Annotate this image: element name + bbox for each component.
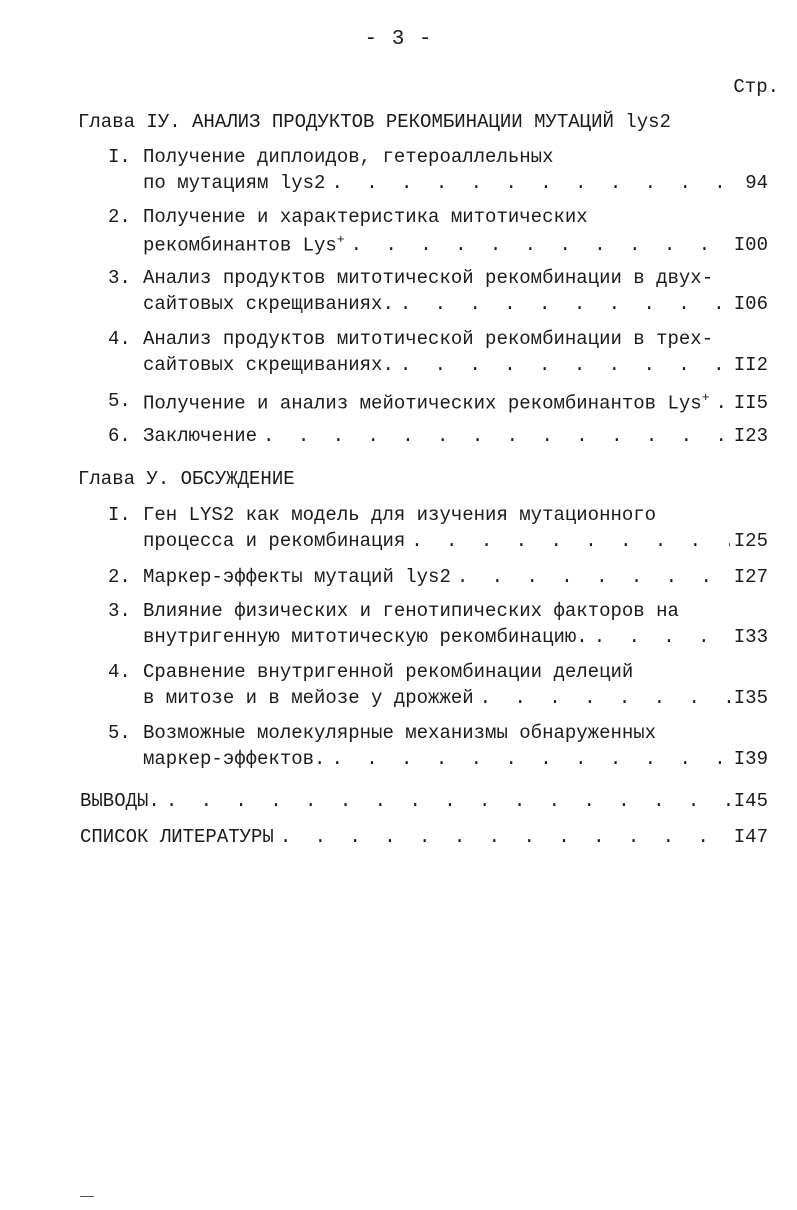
- toc-item-number: 2.: [108, 566, 131, 588]
- toc-item-leader-line: [143, 687, 768, 709]
- toc-page-number: II2: [733, 354, 768, 376]
- toc-item-number: 3.: [108, 600, 131, 622]
- toc-item-text: Получение и характеристика митотических: [143, 206, 588, 228]
- toc-item-number: I.: [108, 504, 131, 526]
- toc-page-number: 94: [745, 172, 768, 194]
- toc-item-text: Получение диплоидов, гетероаллельных: [143, 146, 554, 168]
- scan-mark: [80, 1196, 94, 1197]
- dot-leader: [716, 392, 730, 414]
- toc-item-text: Анализ продуктов митотической рекомбинации в трех-: [143, 328, 714, 350]
- dot-leader: [457, 566, 730, 588]
- toc-item-text: Анализ продуктов митотической рекомбинации в двух-: [143, 267, 714, 289]
- toc-page-number: I39: [733, 748, 768, 770]
- toc-page-number: I23: [733, 425, 768, 447]
- toc-item-leader-line: [143, 232, 768, 256]
- toc-page-number: I06: [733, 293, 768, 315]
- toc-item-text: рекомбинантов Lys: [143, 234, 337, 257]
- toc-item-leader-line: [143, 425, 768, 447]
- toc-item-text: процесса и рекомбинация: [143, 530, 406, 552]
- toc-item-number: 2.: [108, 206, 131, 228]
- toc-page-number: I27: [733, 566, 768, 588]
- toc-page-number: I45: [733, 790, 768, 812]
- page-column-header: Стр.: [733, 76, 779, 98]
- dot-leader: [480, 687, 730, 709]
- toc-item-text: в митозе и в мейозе у дрожжей: [143, 687, 474, 709]
- toc-item-leader-line: [143, 390, 768, 414]
- dot-leader: [400, 293, 730, 315]
- chapter-title: Глава У. ОБСУЖДЕНИЕ: [78, 468, 295, 490]
- superscript-plus: +: [701, 390, 710, 405]
- toc-item-text: СПИСОК ЛИТЕРАТУРЫ: [80, 826, 274, 848]
- dot-leader: [594, 626, 730, 648]
- toc-item-text: Получение и анализ мейотических рекомбинантов Lys: [143, 392, 702, 415]
- toc-item-text: сайтовых скрещиваниях.: [143, 354, 394, 376]
- toc-item-text: Влияние физических и генотипических факторов на: [143, 600, 679, 622]
- toc-item-text: Возможные молекулярные механизмы обнаруженных: [143, 722, 657, 744]
- toc-page-number: I35: [733, 687, 768, 709]
- dot-leader: [166, 790, 730, 812]
- dot-leader: [331, 172, 741, 194]
- toc-item-number: 6.: [108, 425, 131, 447]
- dot-leader: [263, 425, 730, 447]
- toc-page-number: I25: [733, 530, 768, 552]
- toc-item-text: Ген LYS2 как модель для изучения мутационного: [143, 504, 657, 526]
- toc-item-text: ВЫВОДЫ.: [80, 790, 160, 812]
- toc-item-text: по мутациям lys2: [143, 172, 326, 194]
- dot-leader: [400, 354, 730, 376]
- toc-item-leader-line: [143, 530, 768, 552]
- dot-leader: [331, 748, 729, 770]
- superscript-plus: +: [336, 232, 345, 247]
- toc-item-leader-line: [143, 748, 768, 770]
- toc-item-leader-line: [143, 566, 768, 588]
- toc-back-matter-line: [80, 826, 768, 848]
- toc-item-text: Маркер-эффекты мутаций lys2: [143, 566, 451, 588]
- toc-page-number: II5: [733, 392, 768, 415]
- toc-item-number: 5.: [108, 390, 131, 412]
- toc-back-matter-line: [80, 790, 768, 812]
- toc-page-number: I33: [733, 626, 768, 648]
- toc-item-leader-line: [143, 172, 768, 194]
- toc-page-number: I00: [733, 234, 768, 257]
- toc-item-number: 4.: [108, 661, 131, 683]
- dot-leader: [280, 826, 730, 848]
- toc-item-text: сайтовых скрещиваниях.: [143, 293, 394, 315]
- dot-leader: [351, 234, 730, 256]
- toc-item-text: Сравнение внутригенной рекомбинации делеций: [143, 661, 634, 683]
- toc-item-leader-line: [143, 293, 768, 315]
- toc-item-number: 5.: [108, 722, 131, 744]
- toc-item-text: Заключение: [143, 425, 258, 447]
- toc-item-number: I.: [108, 146, 131, 168]
- page-number: - 3 -: [364, 28, 433, 51]
- toc-item-number: 4.: [108, 328, 131, 350]
- toc-item-number: 3.: [108, 267, 131, 289]
- toc-page-number: I47: [733, 826, 768, 848]
- toc-item-leader-line: [143, 354, 768, 376]
- toc-item-text: внутригенную митотическую рекомбинацию.: [143, 626, 588, 648]
- chapter-title: Глава IУ. АНАЛИЗ ПРОДУКТОВ РЕКОМБИНАЦИИ МУТАЦИЙ lys2: [78, 111, 671, 133]
- toc-item-text: маркер-эффектов.: [143, 748, 326, 770]
- dot-leader: [411, 530, 730, 552]
- toc-item-leader-line: [143, 626, 768, 648]
